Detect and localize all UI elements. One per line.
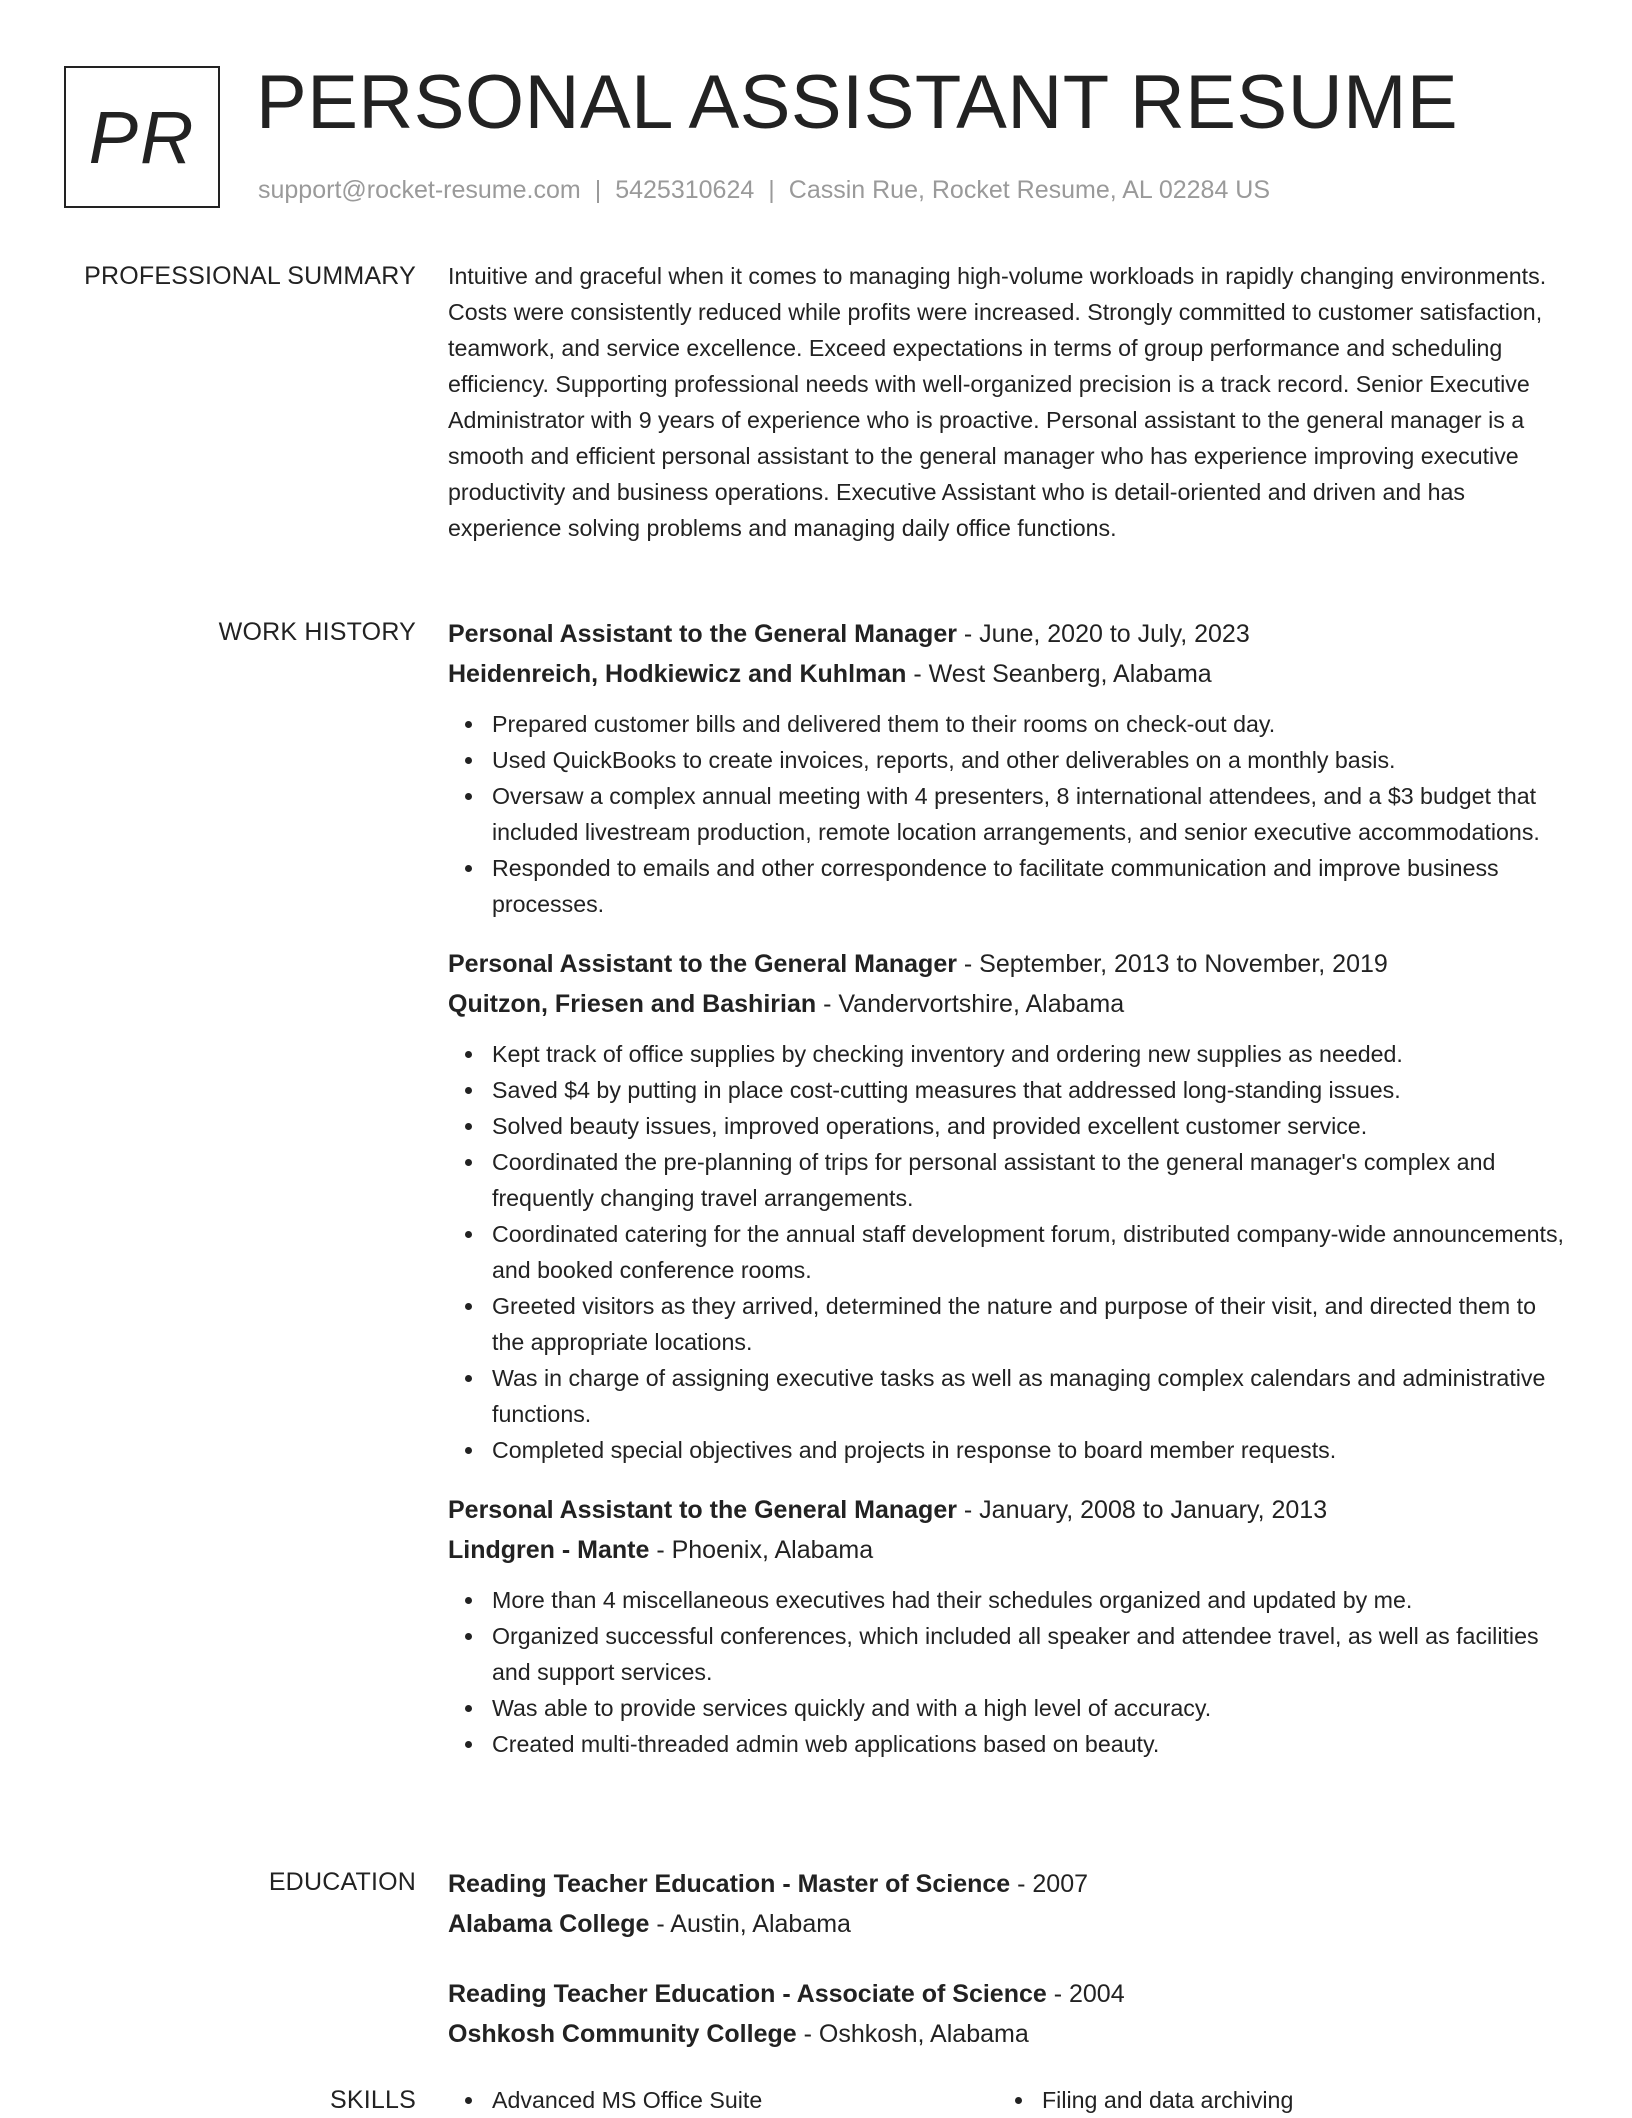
job-company-line	[448, 984, 1564, 1024]
contact-separator: |	[594, 176, 602, 204]
contact-line	[258, 175, 1270, 205]
section-label-education: EDUCATION	[268, 1868, 416, 1896]
job-entry	[448, 614, 1564, 922]
job-title-line	[448, 944, 1564, 984]
education-school: Alabama College	[448, 1910, 650, 1938]
job-bullets	[448, 1036, 1564, 1468]
section-label-work-history: WORK HISTORY	[218, 618, 416, 646]
job-bullet: Kept track of office supplies by checking inventory and ordering new supplies as needed.	[492, 1036, 1564, 1072]
job-bullet: Prepared customer bills and delivered them to their rooms on check-out day.	[492, 706, 1564, 742]
job-bullet: Used QuickBooks to create invoices, reports, and other deliverables on a monthly basis.	[492, 742, 1564, 778]
education-school: Oshkosh Community College	[448, 2020, 797, 2048]
education-degree-line	[448, 1974, 1564, 2014]
job-location: - West Seanberg, Alabama	[906, 660, 1212, 688]
resume-title: PERSONAL ASSISTANT RESUME	[256, 60, 1459, 145]
job-entry	[448, 1490, 1564, 1762]
skills-column-left	[448, 2082, 998, 2118]
job-company: Quitzon, Friesen and Bashirian	[448, 990, 817, 1018]
job-bullet: Completed special objectives and projects in response to board member requests.	[492, 1432, 1564, 1468]
job-bullet: Created multi-threaded admin web applications based on beauty.	[492, 1726, 1564, 1762]
education-year: - 2004	[1046, 1980, 1125, 2008]
skill-item: Advanced MS Office Suite	[492, 2082, 998, 2118]
job-bullet: Oversaw a complex annual meeting with 4 presenters, 8 international attendees, and a $3 budget that included livestream production, remote location arrangements, and senior executive accommodations.	[492, 778, 1564, 850]
education-location: - Oshkosh, Alabama	[796, 2020, 1029, 2048]
education-year: - 2007	[1010, 1870, 1089, 1898]
education-body	[448, 1864, 1564, 2054]
job-bullet: Coordinated the pre-planning of trips for personal assistant to the general manager's complex and frequently changing travel arrangements.	[492, 1144, 1564, 1216]
job-bullet: Greeted visitors as they arrived, determined the nature and purpose of their visit, and directed them to the appropriate locations.	[492, 1288, 1564, 1360]
job-bullet: Saved $4 by putting in place cost-cutting measures that addressed long-standing issues.	[492, 1072, 1564, 1108]
skill-item: Filing and data archiving	[1042, 2082, 1548, 2118]
job-bullets	[448, 706, 1564, 922]
job-company: Lindgren - Mante	[448, 1536, 650, 1564]
summary-text: Intuitive and graceful when it comes to managing high-volume workloads in rapidly changing environments. Costs were consistently reduced while profits were increased. Strongly committed to customer satisfaction, teamwork, and service excellence. Exceed expectations in terms of group performance and scheduling efficiency. Supporting professional needs with well-organized precision is a track record. Senior Executive Administrator with 9 years of experience who is proactive. Personal assistant to the general manager is a smooth and efficient personal assistant to the general manager who has experience improving executive productivity and business operations. Executive Assistant who is detail-oriented and driven and has experience solving problems and managing daily office functions.	[448, 263, 1547, 541]
skills-column-right	[998, 2082, 1548, 2118]
education-degree: Reading Teacher Education - Associate of Science	[448, 1980, 1047, 2008]
job-bullet: Coordinated catering for the annual staff development forum, distributed company-wide announcements, and booked conference rooms.	[492, 1216, 1564, 1288]
section-label-summary: PROFESSIONAL SUMMARY	[84, 262, 416, 290]
job-bullet: Was able to provide services quickly and with a high level of accuracy.	[492, 1690, 1564, 1726]
contact-phone: 5425310624	[615, 176, 755, 204]
job-bullet: More than 4 miscellaneous executives had their schedules organized and updated by me.	[492, 1582, 1564, 1618]
job-bullet: Organized successful conferences, which included all speaker and attendee travel, as well as facilities and support services.	[492, 1618, 1564, 1690]
job-bullet: Responded to emails and other correspondence to facilitate communication and improve business processes.	[492, 850, 1564, 922]
contact-address: Cassin Rue, Rocket Resume, AL 02284 US	[788, 176, 1271, 204]
job-company-line	[448, 654, 1564, 694]
job-location: - Vandervortshire, Alabama	[816, 990, 1125, 1018]
job-title-line	[448, 1490, 1564, 1530]
education-school-line	[448, 1904, 1564, 1944]
job-dates: - June, 2020 to July, 2023	[956, 620, 1250, 648]
job-location: - Phoenix, Alabama	[649, 1536, 874, 1564]
skills-body	[448, 2082, 1564, 2118]
job-title-line	[448, 614, 1564, 654]
job-title: Personal Assistant to the General Manager	[448, 620, 957, 648]
monogram-box	[64, 66, 220, 208]
contact-separator: |	[768, 176, 775, 204]
job-company-line	[448, 1530, 1564, 1570]
job-dates: - September, 2013 to November, 2019	[956, 950, 1388, 978]
job-entry	[448, 944, 1564, 1468]
job-bullet: Solved beauty issues, improved operations, and provided excellent customer service.	[492, 1108, 1564, 1144]
education-location: - Austin, Alabama	[649, 1910, 851, 1938]
education-degree-line	[448, 1864, 1564, 1904]
education-entry	[448, 1864, 1564, 1944]
contact-email: support@rocket-resume.com	[258, 176, 581, 204]
section-label-skills: SKILLS	[330, 2086, 416, 2114]
job-bullet: Was in charge of assigning executive tasks as well as managing complex calendars and administrative functions.	[492, 1360, 1564, 1432]
education-school-line	[448, 2014, 1564, 2054]
job-title: Personal Assistant to the General Manager	[448, 1496, 957, 1524]
monogram-initials: PR	[88, 95, 196, 179]
work-history-body	[448, 614, 1564, 1762]
job-dates: - January, 2008 to January, 2013	[956, 1496, 1328, 1524]
summary-body	[448, 258, 1564, 546]
job-company: Heidenreich, Hodkiewicz and Kuhlman	[448, 660, 907, 688]
education-entry	[448, 1974, 1564, 2054]
skills-list-right	[998, 2082, 1548, 2118]
job-bullets	[448, 1582, 1564, 1762]
education-degree: Reading Teacher Education - Master of Science	[448, 1870, 1011, 1898]
job-title: Personal Assistant to the General Manager	[448, 950, 957, 978]
skills-list-left	[448, 2082, 998, 2118]
